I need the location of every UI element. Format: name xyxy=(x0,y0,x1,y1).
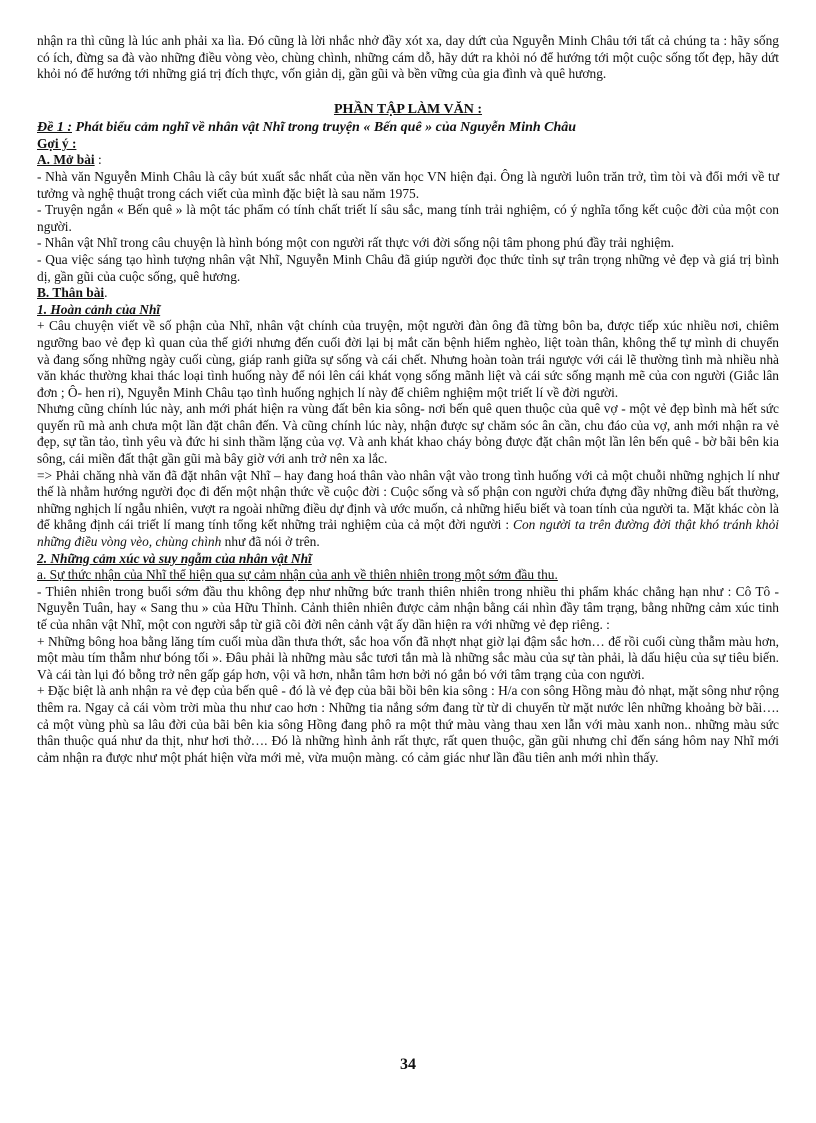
intro-item: - Nhân vật Nhĩ trong câu chuyện là hình bóng một con người rất thực với đời sống nội tâm phong phú đầy trải nghiệm. xyxy=(37,235,675,251)
page-number: 34 xyxy=(400,1056,416,1073)
intro-paragraph: nhận ra thì cũng là lúc anh phải xa lìa. Đó cũng là lời nhắc nhở đầy xót xa, day dứt của Nguyễn Minh Châu tới tất cả chúng ta : hãy sống có ích, đừng sa đà vào những điều vòng vèo, chùng chình, những cám dỗ, hãy dứt ra khỏi nó để hướng tới một cuộc sống tốt đẹp, hãy dứt khỏi nó để hướng tới những giá trị đích thực, vốn giản dị, gần gũi và bền vững của gia đình và quê hương. xyxy=(37,33,779,82)
subsection-heading: 2. Những cảm xúc và suy ngẫm của nhân vật Nhĩ xyxy=(37,550,312,566)
prompt-text: Phát biểu cảm nghĩ về nhân vật Nhĩ trong truyện « Bến quê » của Nguyễn Minh Châu xyxy=(72,119,577,135)
subsection-heading: 1. Hoàn cảnh của Nhĩ xyxy=(37,301,161,317)
body-paragraph: + Đặc biệt là anh nhận ra vẻ đẹp của bến quê - đó là vẻ đẹp của bãi bồi bên kia sông : H/a con sông Hồng màu đỏ nhạt, mặt sông như rộng thêm ra. Ngay cả cái vòm trời mùa thu như cao hơn : Những tia nắng sớm đang từ từ di chuyển từ mặt nước lên những khoảng bờ bãi…. cả một vùng phù sa lâu đời của bãi bên kia sông Hồng đang phô ra một thứ màu vàng thau xen lẫn với màu xanh non.. những màu sức thân thuộc quá như da thịt, như hơi thở…. Đó là những hình ảnh rất thực, rất quen thuộc, gần gũi nhưng chỉ đến sáng hôm nay Nhĩ mới cảm nhận ra được như một phát hiện vừa mới mẻ, vừa muộn màng. có cảm giác như lần đầu tiên anh mới nhìn thấy. xyxy=(37,683,779,765)
essay-prompt xyxy=(37,119,779,136)
body-paragraph: + Câu chuyện viết về số phận của Nhĩ, nhân vật chính của truyện, một người đàn ông đã từng bôn ba, được tiếp xúc nhiều nơi, chiêm ngưỡng bao vẻ đẹp kì quan của thế giới nhưng đến cuối đời lại bị mắt căn bệnh hiểm nghèo, liệt toàn thân, không thể tự mình di chuyển và đang sống những ngày cuối cùng, giáp ranh giữa sự sống và cái chết. Nhưng hoàn toàn trái ngược với cái lẽ thường tình mà nhiều nhà văn khác thường khai thác loại tình huống này để nói lên cái khát vọng sống mãnh liệt và cái sức sống mạnh mẽ của con người (Giắc lân đơn ; Ô- hen ri), Nguyễn Minh Châu tạo tình huống nghịch lí này để chiêm nghiệm một triết lí về đời người. xyxy=(37,318,779,400)
body-heading: B. Thân bài. xyxy=(37,285,108,301)
body-paragraph: + Những bông hoa bằng lăng tím cuối mùa dần thưa thớt, sắc hoa vốn đã nhợt nhạt giờ lại đậm sắc hơn… để rồi cuối cùng thẫm màu hơn, một màu tím thẫm như bóng tối ». Đâu phải là những màu sắc tươi tắn mà là những sắc màu của sự tàn phải, là dấu hiệu của sự tiêu biến. Và cái tàn lụi đó bỗng trở nên gấp gáp hơn, vội vã hơn, nhẫn tâm hơn bởi nó gắn bó với tâm trạng của con người. xyxy=(37,633,779,682)
prompt-label: Đề 1 : xyxy=(37,119,72,135)
intro-item: - Qua việc sáng tạo hình tượng nhân vật Nhĩ, Nguyễn Minh Châu đã giúp người đọc thức tỉnh sự trân trọng những vẻ đẹp và giá trị bình dị, gần gũi của cuộc sống, quê hương. xyxy=(37,251,779,284)
body-paragraph: Nhưng cũng chính lúc này, anh mới phát hiện ra vùng đất bên kia sông- nơi bến quê quen thuộc của quê vợ - một vẻ đẹp bình mà hết sức quyến rũ mà anh chưa một lần đặt chân đến. Và cũng chính lúc này, nhận được sự chăm sóc ân cần, chu đáo của vợ, anh mới nhận ra vẻ đẹp, sự tần tảo, tình yêu và đức hi sinh thầm lặng của vợ. Và anh khát khao cháy bỏng được đặt chân một lần lên bến quê - bờ bãi bên kia sông, cái miền đất thật gần gũi mà bây giờ với anh trở nên xa lắc. xyxy=(37,401,779,467)
body-paragraph: - Thiên nhiên trong buổi sớm đầu thu không đẹp như những bức tranh thiên nhiên trong nhiều thi phẩm khác chẳng hạn như : Cô Tô - Nguyễn Tuân, hay « Sang thu » của Hữu Thỉnh. Cảnh thiên nhiên được cảm nhận bằng cái nhìn đầy tâm trạng, bằng những cảm xúc tinh tế của nhân vật Nhĩ, một con người sắp từ giã cõi đời nên cảnh vật ấy dần hiện ra với những vẻ đẹp riêng. : xyxy=(37,583,779,632)
intro-item: - Truyện ngắn « Bến quê » là một tác phẩm có tính chất triết lí sâu sắc, mang tính trải nghiệm, có ý nghĩa tổng kết cuộc đời của một con người. xyxy=(37,202,779,234)
hint-heading: Gợi ý : xyxy=(37,135,77,151)
document-page xyxy=(37,33,779,766)
intro-item: - Nhà văn Nguyễn Minh Châu là cây bút xuất sắc nhất của nền văn học VN hiện đại. Ông là người luôn trăn trở, tìm tòi và đổi mới về tư tưởng và nghệ thuật trong cách viết của mình đặc biệt là sau năm 1975. xyxy=(37,168,779,201)
section-title: PHẦN TẬP LÀM VĂN : xyxy=(333,101,483,117)
body-paragraph: => Phải chăng nhà văn đã đặt nhân vật Nhĩ – hay đang hoá thân vào nhân vật vào trong tình huống với cả một chuỗi những nghịch lí như thế là nhằm hướng người đọc đi đến một nhận thức về cuộc đời : Cuộc sống và số phận con người chứa đựng đầy những điều bất thường, những nghịch lí ngẫu nhiên, vượt ra ngoài những điều dự định và ước muốn, cả những hiểu biết và toan tính của người ta. Mặt khác còn là để khẳng định cái triết lí mang tính tổng kết những trải nghiệm của cả một đời người : Con người ta trên đường đời thật khó tránh khỏi những điều vòng vèo, chùng chình như đã nói ở trên. xyxy=(37,467,779,550)
sub-point-heading: a. Sự thức nhận của Nhĩ thể hiện qua sự cảm nhận của anh về thiên nhiên trong một sớm đầu thu. xyxy=(37,567,558,583)
intro-heading: A. Mở bài : xyxy=(37,152,102,168)
